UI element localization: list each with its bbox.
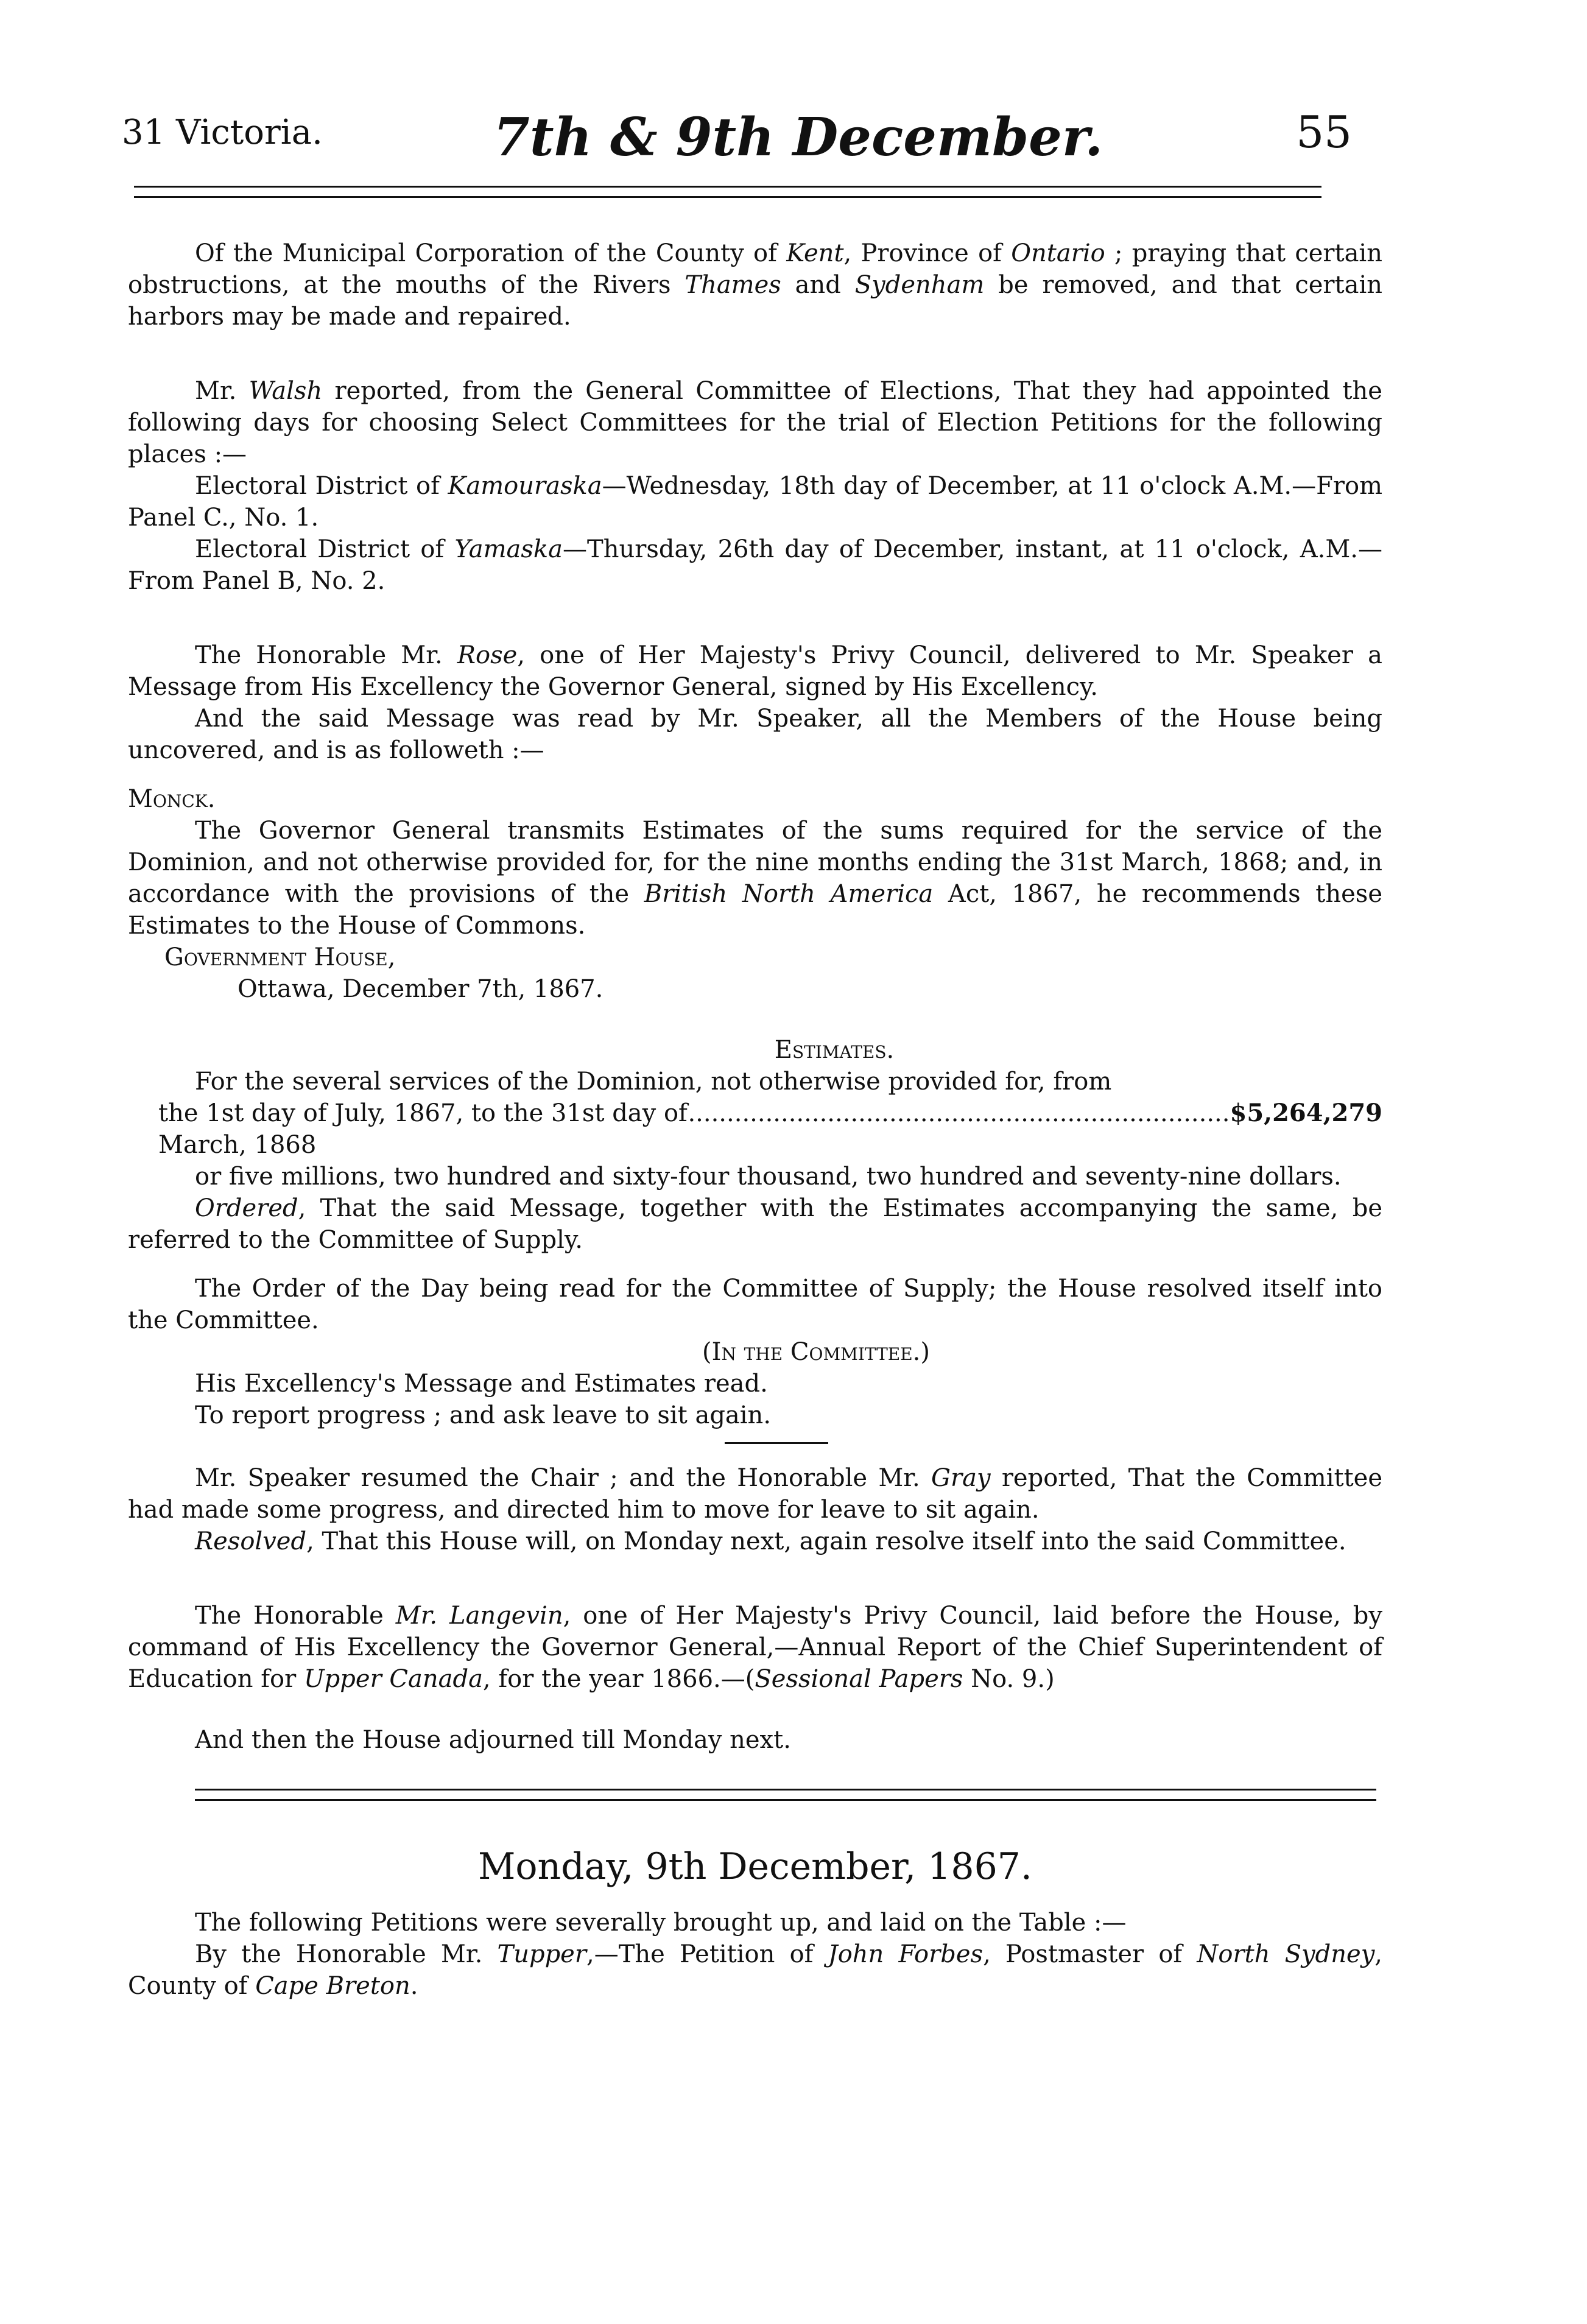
yamaska-entry: Electoral District of Yamaska—Thursday, 26th day of December, instant, at 11 o'clock, A.M.—From Panel B, No. 2. xyxy=(128,535,1383,595)
journal-body xyxy=(128,238,1382,2002)
page-number: 55 xyxy=(1296,107,1352,158)
kamouraska-entry: Electoral District of Kamouraska—Wednesday, 18th day of December, at 11 o'clock A.M.—From Panel C., No. 1. xyxy=(128,472,1383,532)
committee-of-supply: The Order of the Day being read for the Committee of Supply; the House resolved itself into the Committee. xyxy=(128,1275,1382,1334)
estimates-line-2: the 1st day of July, 1867, to the 31st day of March, 1868 ...................................................................... $5,264,279 xyxy=(128,1097,1382,1161)
estimates-title: Estimates. xyxy=(774,1036,895,1064)
walsh-report: Mr. Walsh reported, from the General Committee of Elections, That they had appointed the following days for choosing Select Committees for the trial of Election Petitions for the following places :— xyxy=(128,377,1382,468)
session-label: 31 Victoria. xyxy=(122,113,323,152)
petitions-intro: The following Petitions were severally brought up, and laid on the Table :— xyxy=(195,1909,1127,1937)
monday-heading: Monday, 9th December, 1867. xyxy=(478,1845,1032,1888)
header-rule xyxy=(134,186,1321,198)
message-read: And the said Message was read by Mr. Speaker, all the Members of the House being uncovered, and is as followeth :— xyxy=(128,705,1382,764)
forbes-petition: By the Honorable Mr. Tupper,—The Petition of John Forbes, Postmaster of North Sydney, County of Cape Breton. xyxy=(128,1940,1383,2000)
langevin-report: The Honorable Mr. Langevin, one of Her Majesty's Privy Council, laid before the House, by command of His Excellency the Governor General,—Annual Report of the Chief Superintendent of Education for Upper Canada, for the year 1866.—(Sessional Papers No. 9.) xyxy=(128,1602,1383,1693)
kent-petition: Of the Municipal Corporation of the County of Kent, Province of Ontario ; praying that certain obstructions, at the mouths of the Rivers Thames and Sydenham be removed, and that certain harbors may be made and repaired. xyxy=(128,239,1382,331)
section-rule xyxy=(195,1789,1376,1801)
adjournment: And then the House adjourned till Monday next. xyxy=(195,1726,791,1754)
ordered-motion: Ordered, That the said Message, together with the Estimates accompanying the same, be referred to the Committee of Supply. xyxy=(128,1194,1382,1254)
page-dates: 7th & 9th December. xyxy=(493,107,1103,168)
resolved-motion: Resolved, That this House will, on Monday next, again resolve itself into the said Committee. xyxy=(195,1527,1346,1555)
estimates-amount: $5,264,279 xyxy=(1230,1099,1382,1127)
governor-message: The Governor General transmits Estimates of the sums required for the service of the Dominion, and not otherwise provided for, for the nine months ending the 31st March, 1868; and, in accordance with the provisions of the British North America Act, 1867, he recommends these Estimates to the House of Commons. xyxy=(128,817,1383,940)
short-rule xyxy=(725,1442,828,1444)
monck-signature: Monck. xyxy=(128,785,216,813)
gray-report: Mr. Speaker resumed the Chair ; and the Honorable Mr. Gray reported, That the Committee had made some progress, and directed him to move for leave to sit again. xyxy=(128,1464,1382,1524)
rose-message: The Honorable Mr. Rose, one of Her Majesty's Privy Council, delivered to Mr. Speaker a Message from His Excellency the Governor General, signed by His Excellency. xyxy=(128,641,1382,701)
message-date: Ottawa, December 7th, 1867. xyxy=(238,975,603,1003)
committee-line-2: To report progress ; and ask leave to sit again. xyxy=(195,1401,772,1429)
dot-leader: ...................................................................... xyxy=(688,1099,1230,1127)
estimates-in-words: or five millions, two hundred and sixty-four thousand, two hundred and seventy-nine dollars. xyxy=(195,1163,1342,1191)
in-committee-label: (In the Committee.) xyxy=(702,1338,930,1366)
estimates-line-1: For the several services of the Dominion, not otherwise provided for, from xyxy=(195,1068,1112,1096)
page-header xyxy=(122,107,1352,174)
government-house: Government House, xyxy=(164,943,396,971)
committee-line-1: His Excellency's Message and Estimates read. xyxy=(195,1370,768,1398)
